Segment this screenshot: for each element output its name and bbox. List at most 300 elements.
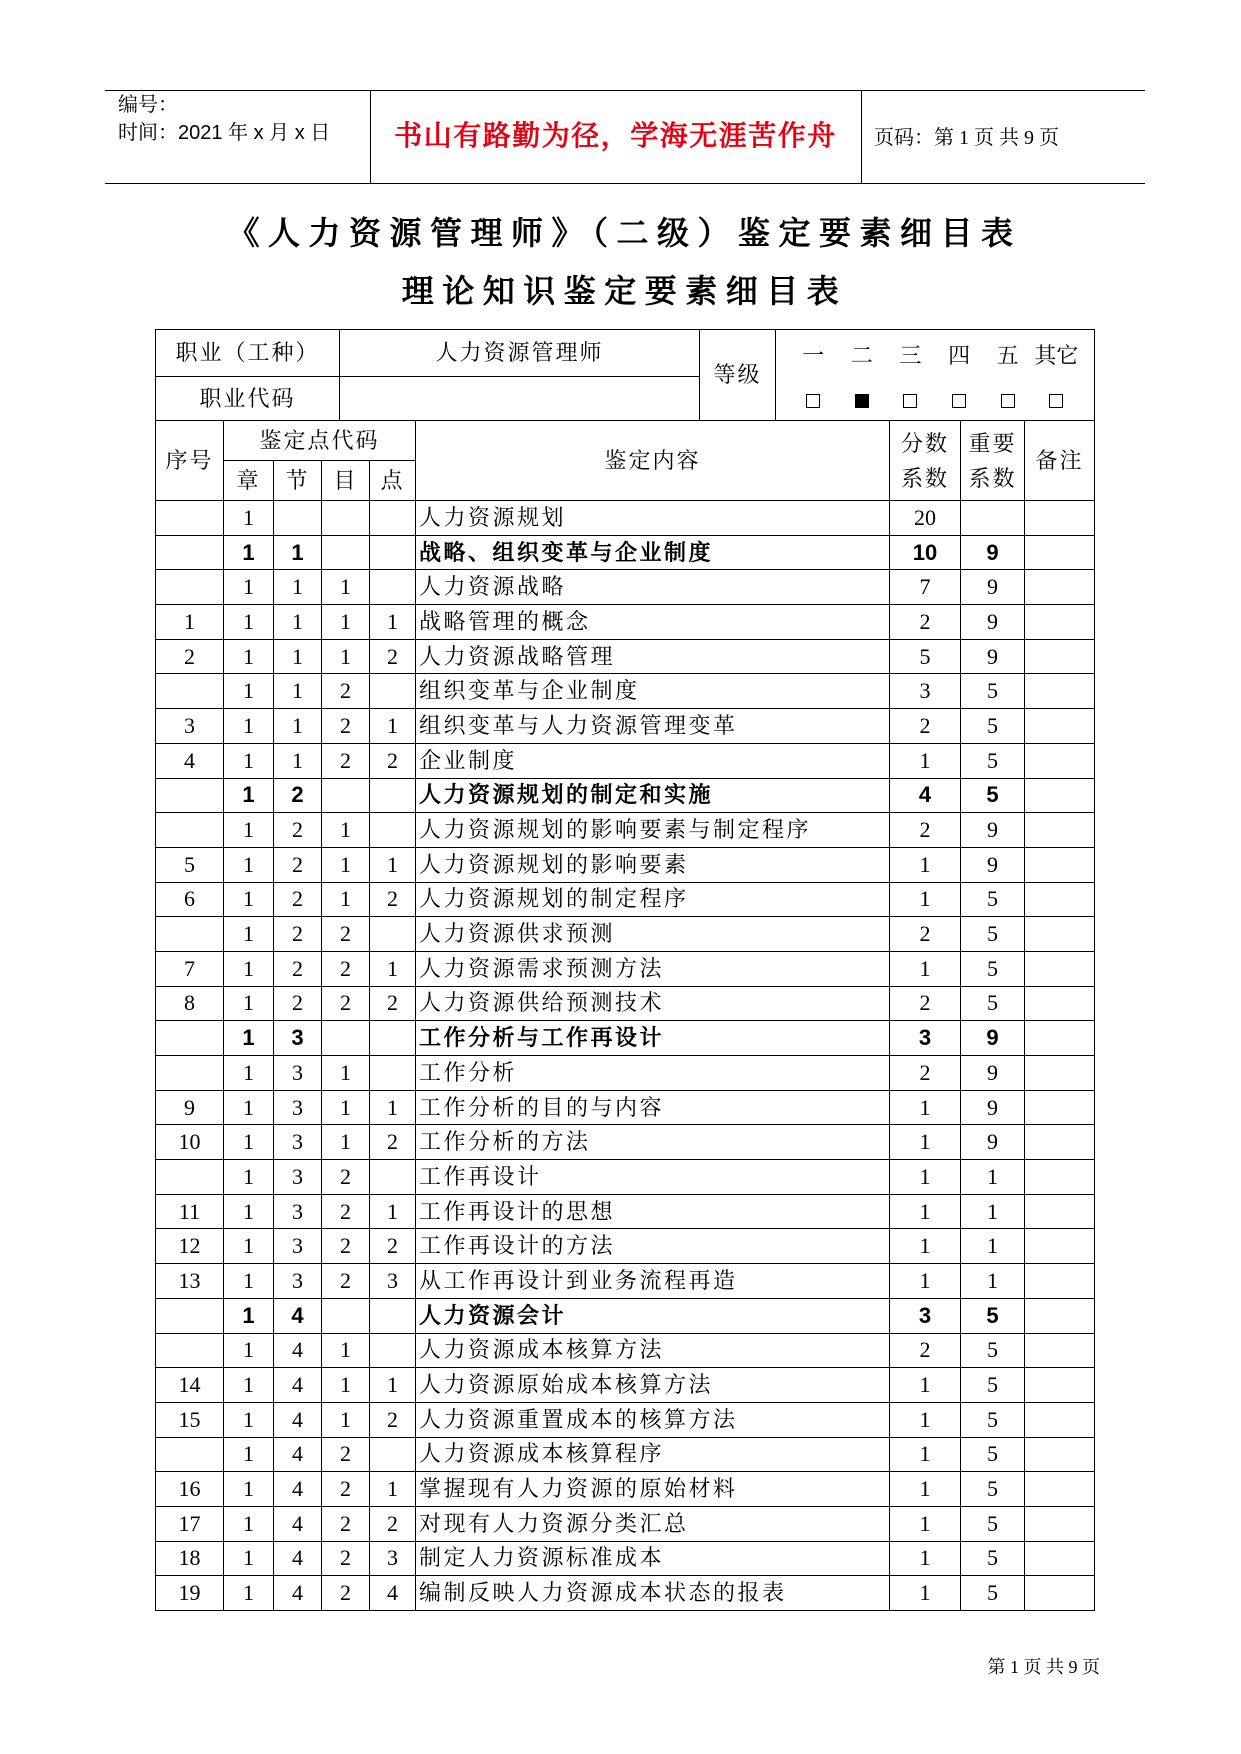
- cell-seq: 6: [156, 882, 224, 917]
- cell-point: [370, 501, 416, 536]
- cell-note: [1025, 1576, 1095, 1611]
- cell-note: [1025, 1160, 1095, 1195]
- cell-weight: 5: [961, 778, 1025, 813]
- cell-score: 1: [890, 1402, 961, 1437]
- cell-seq: 5: [156, 847, 224, 882]
- cell-chapter: 1: [224, 709, 274, 744]
- element-table: [155, 420, 1095, 1611]
- table-row: [156, 570, 1095, 605]
- cell-section: 3: [274, 1160, 322, 1195]
- table-row: [156, 1437, 1095, 1472]
- cell-seq: [156, 501, 224, 536]
- cell-content: 编制反映人力资源成本状态的报表: [416, 1576, 890, 1611]
- cell-weight: 9: [961, 847, 1025, 882]
- cell-weight: 5: [961, 1541, 1025, 1576]
- cell-note: [1025, 1298, 1095, 1333]
- cell-seq: 18: [156, 1541, 224, 1576]
- header-item: 目: [322, 461, 370, 501]
- table-row: [156, 1298, 1095, 1333]
- cell-seq: 16: [156, 1472, 224, 1507]
- cell-weight: 9: [961, 1021, 1025, 1056]
- table-row: [156, 1021, 1095, 1056]
- cell-chapter: 1: [224, 1576, 274, 1611]
- header-chapter: 章: [224, 461, 274, 501]
- cell-score: 1: [890, 1506, 961, 1541]
- cell-note: [1025, 1056, 1095, 1091]
- cell-content: 企业制度: [416, 743, 890, 778]
- cell-item: 2: [322, 1229, 370, 1264]
- cell-point: 1: [370, 709, 416, 744]
- cell-content: 战略管理的概念: [416, 605, 890, 640]
- header-score-line: 系数: [901, 465, 950, 491]
- grade-level-label: 一: [802, 343, 825, 368]
- table-row: [156, 847, 1095, 882]
- cell-chapter: 1: [224, 951, 274, 986]
- occupation-label: 职业（工种）: [156, 330, 340, 377]
- cell-weight: 9: [961, 1125, 1025, 1160]
- cell-point: 2: [370, 639, 416, 674]
- grade-level-label: 四: [948, 343, 971, 368]
- cell-section: 4: [274, 1402, 322, 1437]
- table-row: [156, 1541, 1095, 1576]
- table-row: [156, 917, 1095, 952]
- cell-note: [1025, 501, 1095, 536]
- header-seq: 序号: [156, 421, 224, 501]
- grade-level-label: 其它: [1034, 343, 1079, 368]
- cell-content: 人力资源战略管理: [416, 639, 890, 674]
- table-row: [156, 674, 1095, 709]
- table-row: [156, 1472, 1095, 1507]
- table-row: [156, 709, 1095, 744]
- cell-weight: 9: [961, 1056, 1025, 1091]
- cell-note: [1025, 1229, 1095, 1264]
- cell-content: 组织变革与人力资源管理变革: [416, 709, 890, 744]
- cell-weight: 5: [961, 1506, 1025, 1541]
- cell-score: 1: [890, 1160, 961, 1195]
- cell-score: 3: [890, 1021, 961, 1056]
- cell-content: 人力资源原始成本核算方法: [416, 1368, 890, 1403]
- cell-score: 7: [890, 570, 961, 605]
- cell-item: 1: [322, 882, 370, 917]
- cell-content: 从工作再设计到业务流程再造: [416, 1264, 890, 1299]
- header-divider-right: [861, 90, 862, 183]
- cell-content: 人力资源成本核算方法: [416, 1333, 890, 1368]
- grade-checkbox: [855, 394, 869, 408]
- header-section: 节: [274, 461, 322, 501]
- cell-score: 1: [890, 1090, 961, 1125]
- cell-seq: 15: [156, 1402, 224, 1437]
- cell-seq: [156, 1021, 224, 1056]
- cell-section: 1: [274, 743, 322, 778]
- cell-weight: [961, 501, 1025, 536]
- cell-item: 2: [322, 1472, 370, 1507]
- cell-note: [1025, 709, 1095, 744]
- cell-point: 3: [370, 1264, 416, 1299]
- cell-note: [1025, 1472, 1095, 1507]
- cell-chapter: 1: [224, 813, 274, 848]
- cell-weight: 5: [961, 1472, 1025, 1507]
- cell-seq: 10: [156, 1125, 224, 1160]
- header-rule-bottom: [105, 183, 1145, 184]
- cell-section: 4: [274, 1472, 322, 1507]
- cell-content: 人力资源规划的制定和实施: [416, 778, 890, 813]
- grade-label: 等级: [700, 330, 776, 421]
- cell-note: [1025, 605, 1095, 640]
- cell-weight: 9: [961, 570, 1025, 605]
- cell-seq: [156, 1333, 224, 1368]
- cell-point: 2: [370, 882, 416, 917]
- header-page-info: 页码：第 1 页 共 9 页: [874, 127, 1059, 149]
- cell-point: [370, 1437, 416, 1472]
- cell-chapter: 1: [224, 1368, 274, 1403]
- table-row: [156, 1402, 1095, 1437]
- cell-point: 1: [370, 1472, 416, 1507]
- cell-note: [1025, 813, 1095, 848]
- cell-chapter: 1: [224, 501, 274, 536]
- header-content: 鉴定内容: [416, 421, 890, 501]
- cell-note: [1025, 917, 1095, 952]
- cell-score: 10: [890, 535, 961, 570]
- cell-content: 对现有人力资源分类汇总: [416, 1506, 890, 1541]
- cell-item: 2: [322, 1160, 370, 1195]
- cell-item: [322, 1298, 370, 1333]
- grade-level-label: 二: [850, 343, 873, 368]
- cell-score: 2: [890, 1333, 961, 1368]
- cell-weight: 9: [961, 535, 1025, 570]
- cell-section: 3: [274, 1021, 322, 1056]
- cell-weight: 9: [961, 813, 1025, 848]
- cell-content: 人力资源规划: [416, 501, 890, 536]
- cell-note: [1025, 986, 1095, 1021]
- cell-point: 1: [370, 1368, 416, 1403]
- cell-item: [322, 1021, 370, 1056]
- cell-point: 1: [370, 951, 416, 986]
- cell-seq: 11: [156, 1194, 224, 1229]
- cell-weight: 9: [961, 1090, 1025, 1125]
- cell-section: 1: [274, 605, 322, 640]
- grade-levels: [776, 330, 1095, 421]
- cell-section: 4: [274, 1506, 322, 1541]
- cell-chapter: 1: [224, 882, 274, 917]
- cell-item: 1: [322, 847, 370, 882]
- cell-content: 工作分析: [416, 1056, 890, 1091]
- cell-section: 3: [274, 1229, 322, 1264]
- cell-chapter: 1: [224, 1541, 274, 1576]
- cell-seq: 8: [156, 986, 224, 1021]
- cell-item: 1: [322, 1333, 370, 1368]
- cell-note: [1025, 639, 1095, 674]
- table-row: [156, 1229, 1095, 1264]
- cell-score: 2: [890, 986, 961, 1021]
- cell-section: 3: [274, 1125, 322, 1160]
- cell-note: [1025, 674, 1095, 709]
- cell-seq: 3: [156, 709, 224, 744]
- cell-section: 3: [274, 1264, 322, 1299]
- header-code-group: 鉴定点代码: [224, 421, 416, 461]
- date-label: 时间：2021 年 x 月 x 日: [118, 122, 331, 144]
- table-header-row: [156, 421, 1095, 461]
- cell-point: [370, 1298, 416, 1333]
- cell-note: [1025, 1264, 1095, 1299]
- table-row: [156, 1576, 1095, 1611]
- cell-section: 4: [274, 1298, 322, 1333]
- cell-chapter: 1: [224, 1506, 274, 1541]
- cell-score: 20: [890, 501, 961, 536]
- cell-item: 1: [322, 813, 370, 848]
- cell-item: 1: [322, 639, 370, 674]
- cell-score: 3: [890, 674, 961, 709]
- cell-weight: 1: [961, 1160, 1025, 1195]
- cell-content: 人力资源供求预测: [416, 917, 890, 952]
- cell-point: 2: [370, 743, 416, 778]
- cell-weight: 5: [961, 674, 1025, 709]
- grade-level-label: 五: [996, 343, 1019, 368]
- cell-point: [370, 1333, 416, 1368]
- header-weight-line: 系数: [968, 465, 1017, 491]
- cell-point: 1: [370, 605, 416, 640]
- cell-item: 2: [322, 1576, 370, 1611]
- cell-content: 工作分析与工作再设计: [416, 1021, 890, 1056]
- cell-score: 4: [890, 778, 961, 813]
- cell-point: [370, 778, 416, 813]
- cell-section: 1: [274, 639, 322, 674]
- cell-weight: 5: [961, 1437, 1025, 1472]
- cell-item: 1: [322, 1056, 370, 1091]
- cell-item: [322, 778, 370, 813]
- cell-chapter: 1: [224, 743, 274, 778]
- document-subtitle: 理论知识鉴定要素细目表: [401, 273, 848, 309]
- cell-note: [1025, 1368, 1095, 1403]
- header-weight-line: 重要: [968, 430, 1017, 456]
- table-row: [156, 1194, 1095, 1229]
- cell-section: 2: [274, 951, 322, 986]
- cell-weight: 5: [961, 1576, 1025, 1611]
- cell-section: 3: [274, 1194, 322, 1229]
- serial-number-label: 编号：: [118, 94, 178, 116]
- cell-note: [1025, 743, 1095, 778]
- cell-chapter: 1: [224, 639, 274, 674]
- occupation-value: 人力资源管理师: [340, 330, 700, 377]
- cell-note: [1025, 1090, 1095, 1125]
- cell-note: [1025, 1333, 1095, 1368]
- cell-section: 2: [274, 847, 322, 882]
- document-title: 《人力资源管理师》（二级）鉴定要素细目表: [227, 215, 1022, 251]
- cell-note: [1025, 1437, 1095, 1472]
- header-weight: [961, 421, 1025, 501]
- cell-weight: 5: [961, 917, 1025, 952]
- table-row: [156, 1056, 1095, 1091]
- cell-seq: 14: [156, 1368, 224, 1403]
- cell-score: 1: [890, 1472, 961, 1507]
- cell-section: 1: [274, 535, 322, 570]
- cell-seq: 17: [156, 1506, 224, 1541]
- cell-chapter: 1: [224, 1160, 274, 1195]
- cell-point: [370, 1021, 416, 1056]
- table-row: [156, 778, 1095, 813]
- table-row: [156, 639, 1095, 674]
- cell-weight: 5: [961, 951, 1025, 986]
- cell-content: 人力资源会计: [416, 1298, 890, 1333]
- cell-weight: 1: [961, 1264, 1025, 1299]
- cell-point: [370, 1160, 416, 1195]
- cell-weight: 5: [961, 1298, 1025, 1333]
- table-row: [156, 1125, 1095, 1160]
- cell-content: 人力资源需求预测方法: [416, 951, 890, 986]
- table-row: [156, 1090, 1095, 1125]
- cell-score: 1: [890, 1125, 961, 1160]
- table-row: [156, 605, 1095, 640]
- cell-chapter: 1: [224, 1056, 274, 1091]
- table-row: [156, 986, 1095, 1021]
- cell-seq: [156, 1160, 224, 1195]
- grade-checkbox: [903, 394, 917, 408]
- table-row: [156, 743, 1095, 778]
- cell-seq: 19: [156, 1576, 224, 1611]
- cell-chapter: 1: [224, 1229, 274, 1264]
- cell-item: 2: [322, 709, 370, 744]
- cell-item: [322, 501, 370, 536]
- grade-level-label: 三: [899, 343, 922, 368]
- cell-point: 4: [370, 1576, 416, 1611]
- cell-score: 2: [890, 813, 961, 848]
- cell-point: [370, 674, 416, 709]
- cell-section: 4: [274, 1541, 322, 1576]
- cell-weight: 1: [961, 1229, 1025, 1264]
- cell-note: [1025, 1541, 1095, 1576]
- cell-chapter: 1: [224, 917, 274, 952]
- cell-item: 1: [322, 1125, 370, 1160]
- cell-content: 工作再设计: [416, 1160, 890, 1195]
- cell-note: [1025, 1021, 1095, 1056]
- cell-weight: 5: [961, 709, 1025, 744]
- cell-point: 1: [370, 1090, 416, 1125]
- header-motto: 书山有路勤为径，学海无涯苦作舟: [394, 121, 837, 152]
- cell-content: 工作再设计的思想: [416, 1194, 890, 1229]
- page-footer: 第 1 页 共 9 页: [987, 1657, 1100, 1677]
- cell-point: [370, 917, 416, 952]
- cell-score: 1: [890, 1541, 961, 1576]
- cell-content: 工作分析的方法: [416, 1125, 890, 1160]
- grade-checkbox: [952, 394, 966, 408]
- cell-seq: [156, 535, 224, 570]
- cell-section: 3: [274, 1056, 322, 1091]
- cell-chapter: 1: [224, 1264, 274, 1299]
- cell-weight: 5: [961, 1333, 1025, 1368]
- cell-score: 1: [890, 847, 961, 882]
- header-score-line: 分数: [901, 430, 950, 456]
- cell-score: 1: [890, 1368, 961, 1403]
- cell-seq: [156, 917, 224, 952]
- cell-content: 人力资源规划的影响要素与制定程序: [416, 813, 890, 848]
- cell-seq: [156, 813, 224, 848]
- grade-checkbox: [1001, 394, 1015, 408]
- cell-weight: 5: [961, 1402, 1025, 1437]
- cell-point: 2: [370, 1506, 416, 1541]
- cell-point: 2: [370, 1229, 416, 1264]
- table-row: [156, 535, 1095, 570]
- element-table-block: [155, 329, 1094, 1611]
- cell-item: 1: [322, 570, 370, 605]
- cell-point: 2: [370, 986, 416, 1021]
- table-row: [156, 1368, 1095, 1403]
- cell-weight: 5: [961, 882, 1025, 917]
- cell-content: 人力资源供给预测技术: [416, 986, 890, 1021]
- cell-section: 2: [274, 917, 322, 952]
- cell-content: 工作再设计的方法: [416, 1229, 890, 1264]
- cell-note: [1025, 1506, 1095, 1541]
- cell-seq: 7: [156, 951, 224, 986]
- cell-score: 1: [890, 882, 961, 917]
- cell-weight: 5: [961, 986, 1025, 1021]
- cell-score: 2: [890, 605, 961, 640]
- table-row: [156, 882, 1095, 917]
- cell-chapter: 1: [224, 1194, 274, 1229]
- cell-item: 1: [322, 1090, 370, 1125]
- cell-section: 3: [274, 1090, 322, 1125]
- cell-chapter: 1: [224, 1437, 274, 1472]
- cell-score: 1: [890, 743, 961, 778]
- cell-score: 1: [890, 1194, 961, 1229]
- cell-note: [1025, 535, 1095, 570]
- cell-weight: 9: [961, 605, 1025, 640]
- table-row: [156, 501, 1095, 536]
- cell-item: 1: [322, 1368, 370, 1403]
- table-row: [156, 951, 1095, 986]
- cell-note: [1025, 1125, 1095, 1160]
- header-point: 点: [370, 461, 416, 501]
- cell-seq: [156, 778, 224, 813]
- grade-level-checkboxes: [776, 382, 1094, 420]
- cell-point: 2: [370, 1402, 416, 1437]
- cell-score: 1: [890, 1264, 961, 1299]
- cell-score: 3: [890, 1298, 961, 1333]
- cell-chapter: 1: [224, 986, 274, 1021]
- cell-item: 2: [322, 1506, 370, 1541]
- grade-checkbox: [1049, 394, 1063, 408]
- cell-section: 1: [274, 570, 322, 605]
- cell-seq: [156, 1298, 224, 1333]
- cell-chapter: 1: [224, 1402, 274, 1437]
- cell-section: [274, 501, 322, 536]
- cell-seq: 2: [156, 639, 224, 674]
- occupation-code-value: [340, 377, 700, 421]
- cell-note: [1025, 1194, 1095, 1229]
- cell-item: 1: [322, 605, 370, 640]
- cell-item: 2: [322, 1264, 370, 1299]
- table-row: [156, 813, 1095, 848]
- cell-section: 4: [274, 1368, 322, 1403]
- cell-item: 2: [322, 674, 370, 709]
- cell-seq: 4: [156, 743, 224, 778]
- cell-point: [370, 570, 416, 605]
- cell-point: 1: [370, 847, 416, 882]
- cell-score: 5: [890, 639, 961, 674]
- cell-note: [1025, 778, 1095, 813]
- cell-content: 战略、组织变革与企业制度: [416, 535, 890, 570]
- cell-score: 1: [890, 1229, 961, 1264]
- cell-content: 人力资源战略: [416, 570, 890, 605]
- profile-table: [155, 329, 1095, 421]
- cell-weight: 9: [961, 639, 1025, 674]
- cell-seq: 1: [156, 605, 224, 640]
- table-row: [156, 1506, 1095, 1541]
- cell-content: 人力资源规划的影响要素: [416, 847, 890, 882]
- cell-seq: [156, 570, 224, 605]
- cell-item: 2: [322, 1437, 370, 1472]
- grade-checkbox: [806, 394, 820, 408]
- cell-score: 2: [890, 917, 961, 952]
- cell-seq: 12: [156, 1229, 224, 1264]
